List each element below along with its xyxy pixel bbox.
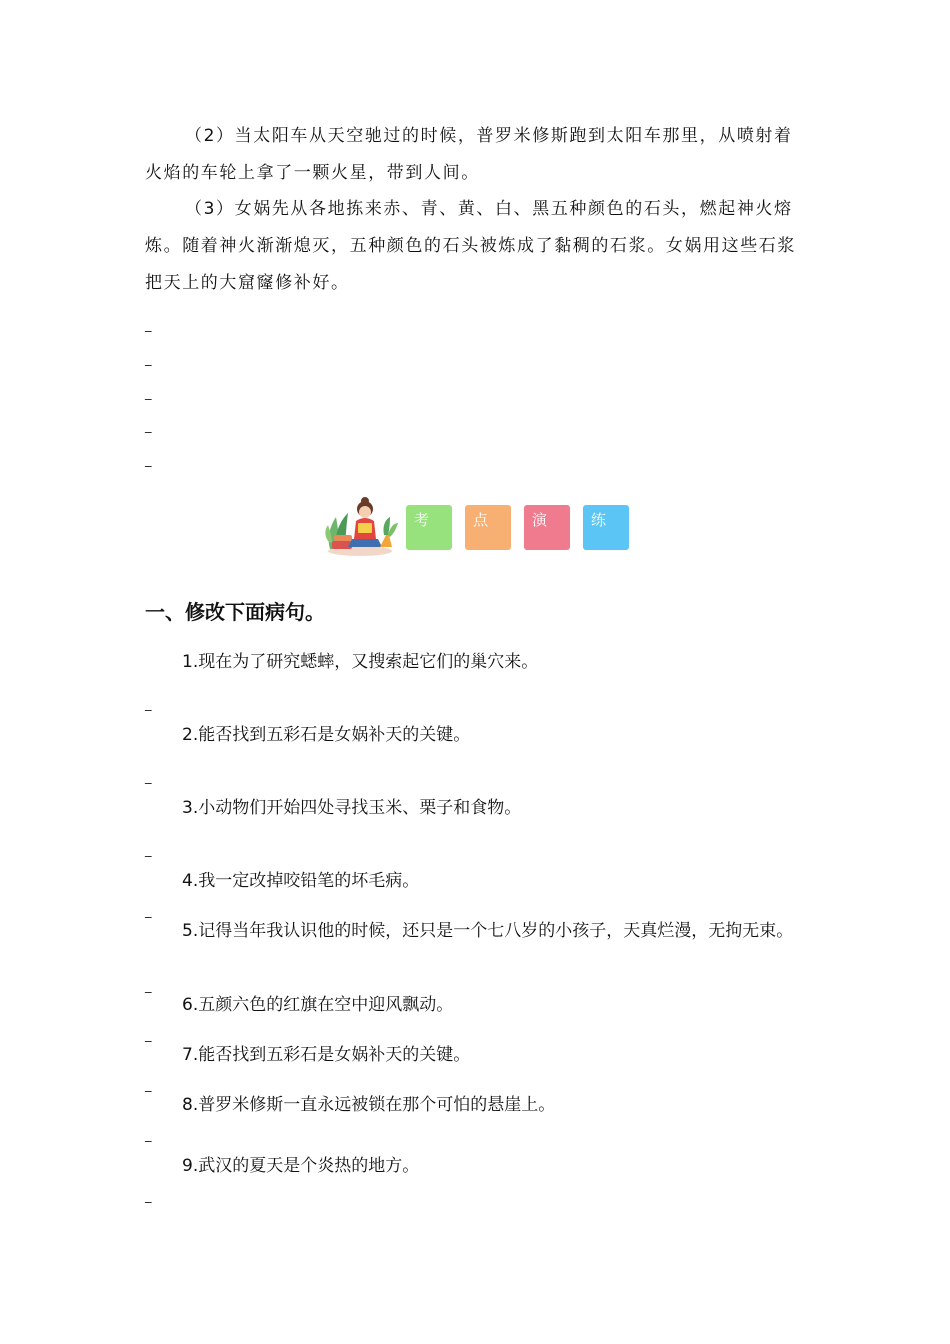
answer-blank-5[interactable]: _ (145, 979, 152, 994)
answer-blank-6[interactable]: _ (145, 1028, 152, 1043)
question-6 (145, 992, 805, 1018)
question-8-text: 8.普罗米修斯一直永远被锁在那个可怕的悬崖上。 (182, 1095, 556, 1115)
question-8 (145, 1092, 805, 1118)
question-9 (145, 1153, 805, 1179)
question-6-text: 6.五颜六色的红旗在空中迎风飘动。 (182, 995, 454, 1015)
tile-dian-label: 点 (473, 511, 489, 529)
tile-lian-label: 练 (591, 511, 607, 529)
tile-yan (524, 505, 570, 550)
answer-line-1[interactable]: _ (145, 318, 152, 333)
passage-2 (145, 118, 805, 192)
question-7-text: 7.能否找到五彩石是女娲补天的关键。 (182, 1045, 471, 1065)
question-7 (145, 1042, 805, 1068)
question-1 (145, 649, 805, 675)
question-9-text: 9.武汉的夏天是个炎热的地方。 (182, 1156, 420, 1176)
question-4-text: 4.我一定改掉咬铅笔的坏毛病。 (182, 871, 420, 891)
tile-dian (465, 505, 511, 550)
answer-line-2[interactable]: _ (145, 352, 152, 367)
passage-3 (145, 191, 805, 302)
question-5 (145, 918, 805, 944)
tile-kao-label: 考 (414, 511, 430, 529)
question-2 (145, 722, 805, 748)
question-4 (145, 868, 805, 894)
tile-kao (406, 505, 452, 550)
reading-girl-illustration-icon (322, 495, 402, 557)
answer-blank-3[interactable]: _ (145, 843, 152, 858)
tile-lian (583, 505, 629, 550)
answer-blank-1[interactable]: _ (145, 697, 152, 712)
passage-3-text: （3）女娲先从各地拣来赤、青、黄、白、黑五种颜色的石头，燃起神火熔炼。随着神火渐渐熄灭，五种颜色的石头被炼成了黏稠的石浆。女娲用这些石浆把天上的大窟窿修补好。 (145, 199, 796, 293)
tile-yan-label: 演 (532, 511, 548, 529)
answer-blank-9[interactable]: _ (145, 1189, 152, 1204)
answer-blank-8[interactable]: _ (145, 1128, 152, 1143)
answer-blank-7[interactable]: _ (145, 1078, 152, 1093)
question-1-text: 1.现在为了研究蟋蟀，又搜索起它们的巢穴来。 (182, 652, 539, 672)
answer-blank-2[interactable]: _ (145, 770, 152, 785)
answer-line-3[interactable]: _ (145, 386, 152, 401)
answer-line-5[interactable]: _ (145, 453, 152, 468)
section-heading: 一、修改下面病句。 (145, 600, 325, 624)
passage-2-text: （2）当太阳车从天空驰过的时候，普罗米修斯跑到太阳车那里，从喷射着火焰的车轮上拿了一颗火星，带到人间。 (145, 126, 793, 183)
practice-banner (322, 495, 632, 555)
answer-line-4[interactable]: _ (145, 419, 152, 434)
question-3 (145, 795, 805, 821)
question-2-text: 2.能否找到五彩石是女娲补天的关键。 (182, 725, 471, 745)
question-5-text: 5.记得当年我认识他的时候，还只是一个七八岁的小孩子，天真烂漫，无拘无束。 (182, 921, 794, 941)
answer-blank-4[interactable]: _ (145, 904, 152, 919)
question-3-text: 3.小动物们开始四处寻找玉米、栗子和食物。 (182, 798, 522, 818)
